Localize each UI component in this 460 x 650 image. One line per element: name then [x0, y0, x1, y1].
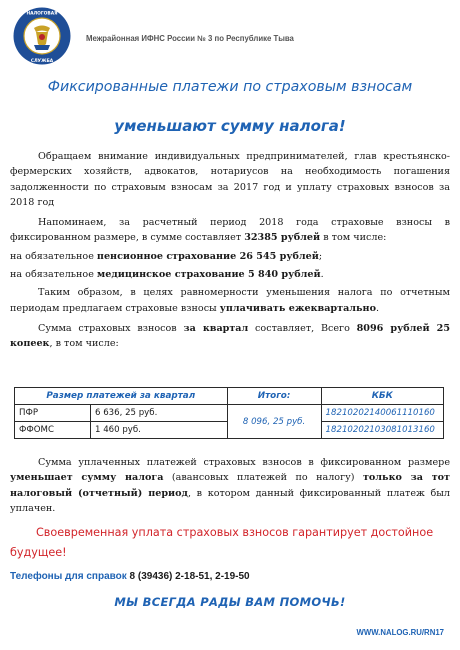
fns-emblem-icon	[12, 6, 72, 66]
office-name: Межрайонная ИФНС России № 3 по Республике Тыва	[86, 34, 294, 43]
warning-text: Своевременная уплата страховых взносов гарантирует достойное будущее!	[10, 526, 434, 559]
paragraph-appeal: Обращаем внимание индивидуальных предпринимателей, глав крестьянско-фермерских хозяйств, адвокатов, нотариусов на необходимость погашения задолженности по страховым взносам за 2017 год и уплату страховых взносов за 2018 год	[10, 151, 450, 208]
motto: МЫ ВСЕГДА РАДЫ ВАМ ПОМОЧЬ!	[114, 595, 346, 609]
row-amount: 1 460 руб.	[91, 422, 228, 439]
row-name: ПФР	[15, 405, 91, 422]
body-text-2	[10, 455, 450, 516]
title-line-1: Фиксированные платежи по страховым взносам	[47, 79, 413, 95]
row-amount: 6 636, 25 руб.	[91, 405, 228, 422]
body-text	[10, 149, 450, 357]
paragraph-medical: на обязательное медицинское страхование 5 840 рублей.	[10, 269, 324, 281]
title-line-2: уменьшают сумму налога!	[114, 117, 346, 135]
paragraph-reduction: Сумма уплаченных платежей страховых взносов в фиксированном размере уменьшает сумму налога (авансовых платежей по налогу) только за тот налоговый (отчетный) период, в котором данный фиксированный платеж был уплачен.	[10, 457, 451, 514]
phones-numbers: 8 (39436) 2-18-51, 2-19-50	[129, 571, 250, 582]
svg-text:СЛУЖБА: СЛУЖБА	[30, 59, 54, 64]
phones	[10, 571, 250, 582]
row-name: ФФОМС	[15, 422, 91, 439]
paragraph-quarterly: Таким образом, в целях равномерности уменьшения налога по отчетным периодам предлагаем страховые взносы уплачивать ежеквартально.	[10, 287, 450, 314]
header	[0, 0, 460, 72]
paragraph-pension: на обязательное пенсионное страхование 26 545 рублей;	[10, 250, 323, 262]
website-link[interactable]: WWW.NALOG.RU/RN17	[356, 628, 444, 637]
row-kbk: 18210202140061110160	[321, 405, 443, 422]
paragraph-reminder: Напоминаем, за расчетный период 2018 года страховые взносы в фиксированном размере, в сумме составляет 32385 рублей в том числе:	[10, 217, 450, 244]
payments-table	[14, 387, 444, 439]
table-header-kbk: КБК	[321, 388, 443, 405]
row-kbk: 18210202103081013160	[321, 422, 443, 439]
phones-label: Телефоны для справок	[10, 571, 130, 582]
table-header-amount: Размер платежей за квартал	[15, 388, 228, 405]
svg-text:НАЛОГОВАЯ: НАЛОГОВАЯ	[26, 11, 58, 17]
table-total: 8 096, 25 руб.	[227, 405, 321, 439]
table-row	[15, 405, 444, 422]
table-header-total: Итого:	[227, 388, 321, 405]
table-header-row	[15, 388, 444, 405]
paragraph-quarter-sum: Сумма страховых взносов за квартал составляет, Всего 8096 рублей 25 копеек, в том числе:	[10, 322, 451, 350]
